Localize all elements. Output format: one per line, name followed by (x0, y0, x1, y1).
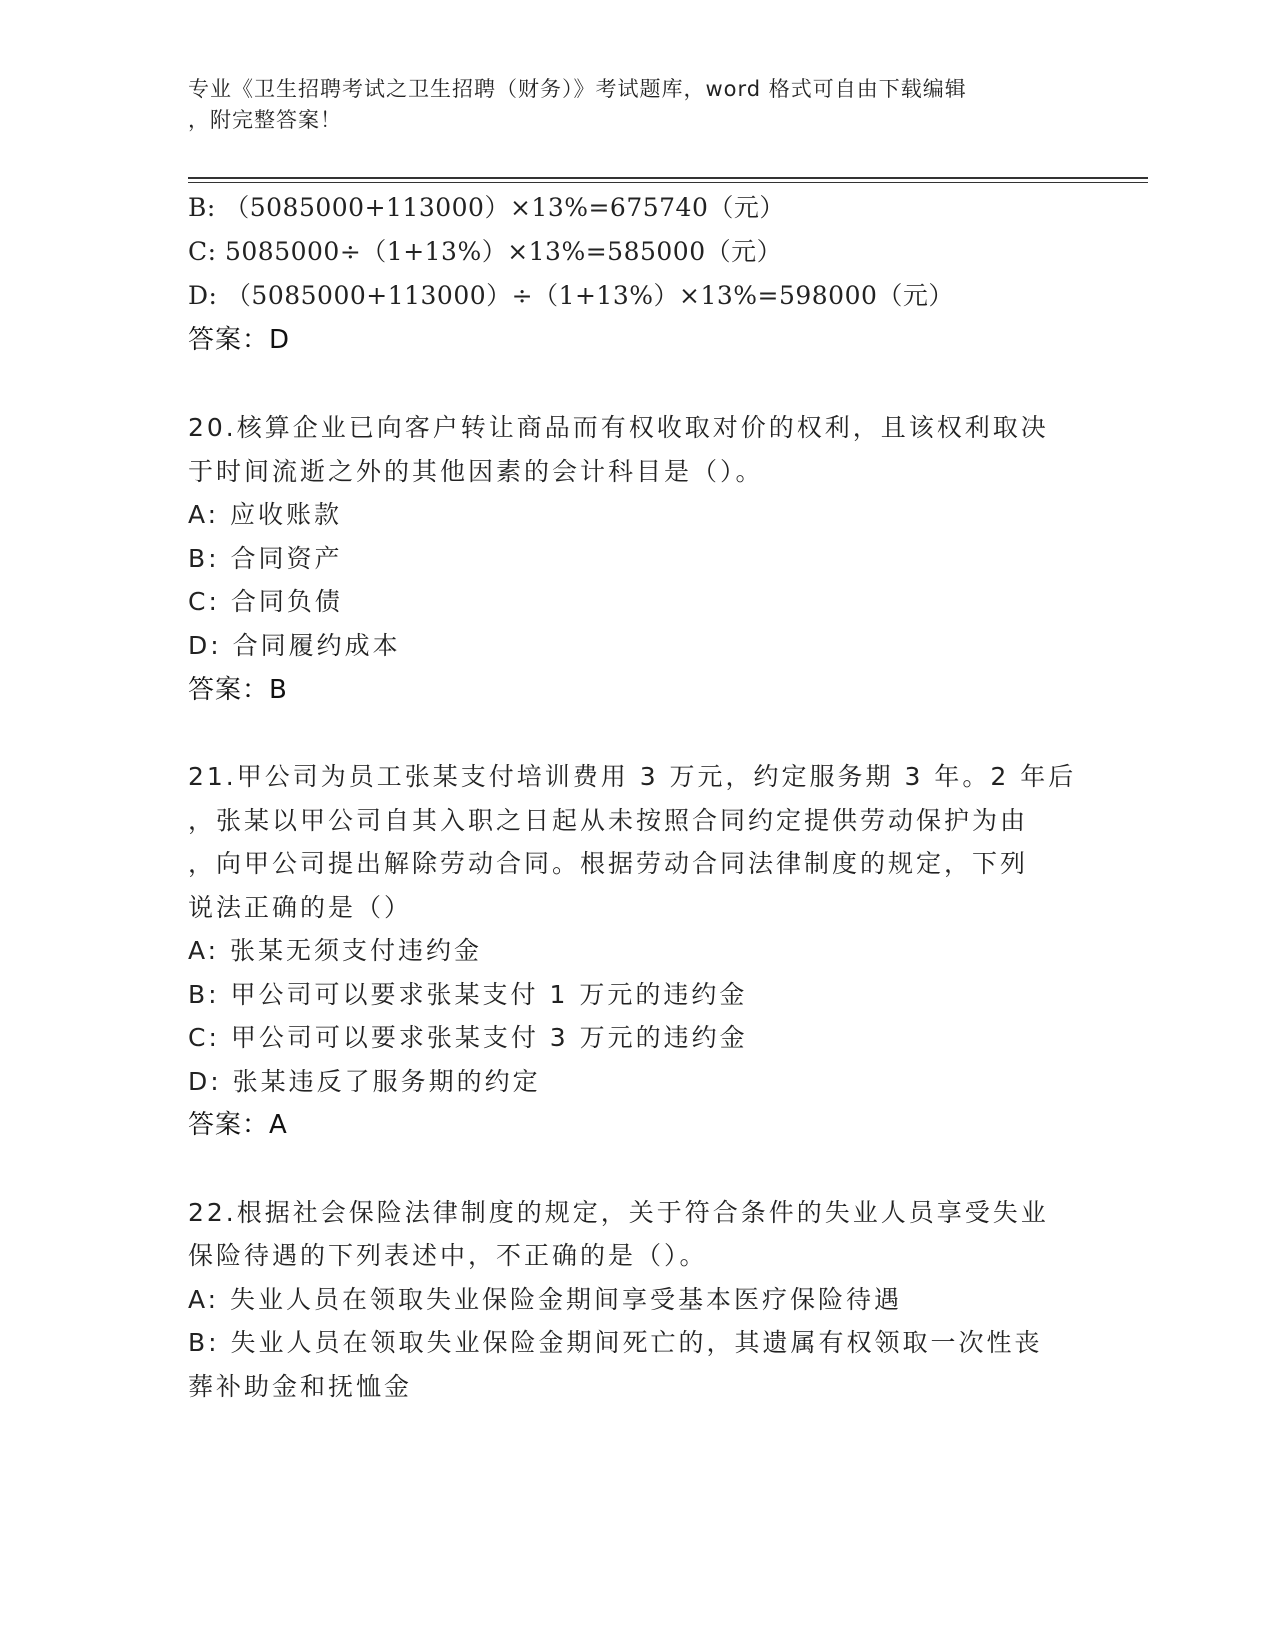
q19-option-d: D: （5085000+113000）÷（1+13%）×13%=598000（元） (188, 281, 954, 310)
header-divider-bottom (188, 182, 1148, 183)
q21-option-a: A: 张某无须支付违约金 (188, 936, 483, 965)
q21-option-b: B: 甲公司可以要求张某支付 1 万元的违约金 (188, 980, 748, 1009)
q19-option-c: C: 5085000÷（1+13%）×13%=585000（元） (188, 237, 783, 266)
q20-stem-line-2: 于时间流逝之外的其他因素的会计科目是（）。 (188, 457, 764, 486)
header-divider-top (188, 177, 1148, 179)
header-line-2: ，附完整答案！ (188, 108, 342, 132)
q22-option-b-line-2: 葬补助金和抚恤金 (188, 1372, 413, 1401)
q21-stem-line-3: ，向甲公司提出解除劳动合同。根据劳动合同法律制度的规定，下列 (188, 849, 1029, 878)
q22-option-a: A: 失业人员在领取失业保险金期间享受基本医疗保险待遇 (188, 1285, 903, 1314)
q21-stem-line-1: 21.甲公司为员工张某支付培训费用 3 万元，约定服务期 3 年。2 年后 (188, 762, 1077, 791)
q19-answer: 答案：D (188, 325, 291, 355)
q22-stem-line-1: 22.根据社会保险法律制度的规定，关于符合条件的失业人员享受失业 (188, 1198, 1049, 1227)
q21-answer: 答案：A (188, 1110, 288, 1140)
document-header (188, 74, 1068, 136)
q22-stem-line-2: 保险待遇的下列表述中，不正确的是（）。 (188, 1241, 708, 1270)
q19-option-b: B: （5085000+113000）×13%=675740（元） (188, 193, 785, 222)
q21-stem-line-2: ，张某以甲公司自其入职之日起从未按照合同约定提供劳动保护为由 (188, 806, 1029, 835)
q21-option-c: C: 甲公司可以要求张某支付 3 万元的违约金 (188, 1023, 748, 1052)
header-line-1: 专业《卫生招聘考试之卫生招聘（财务）》考试题库，word 格式可自由下载编辑 (188, 77, 967, 101)
q20-answer: 答案：B (188, 675, 288, 705)
q21-stem-line-4: 说法正确的是（） (188, 893, 413, 922)
q20-option-b: B: 合同资产 (188, 544, 343, 573)
q20-option-c: C: 合同负债 (188, 587, 343, 616)
q20-option-d: D: 合同履约成本 (188, 631, 401, 660)
q21-option-d: D: 张某违反了服务期的约定 (188, 1067, 541, 1096)
q22-option-b-line-1: B: 失业人员在领取失业保险金期间死亡的，其遗属有权领取一次性丧 (188, 1328, 1043, 1357)
q20-option-a: A: 应收账款 (188, 500, 343, 529)
q20-stem-line-1: 20.核算企业已向客户转让商品而有权收取对价的权利，且该权利取决 (188, 413, 1049, 442)
